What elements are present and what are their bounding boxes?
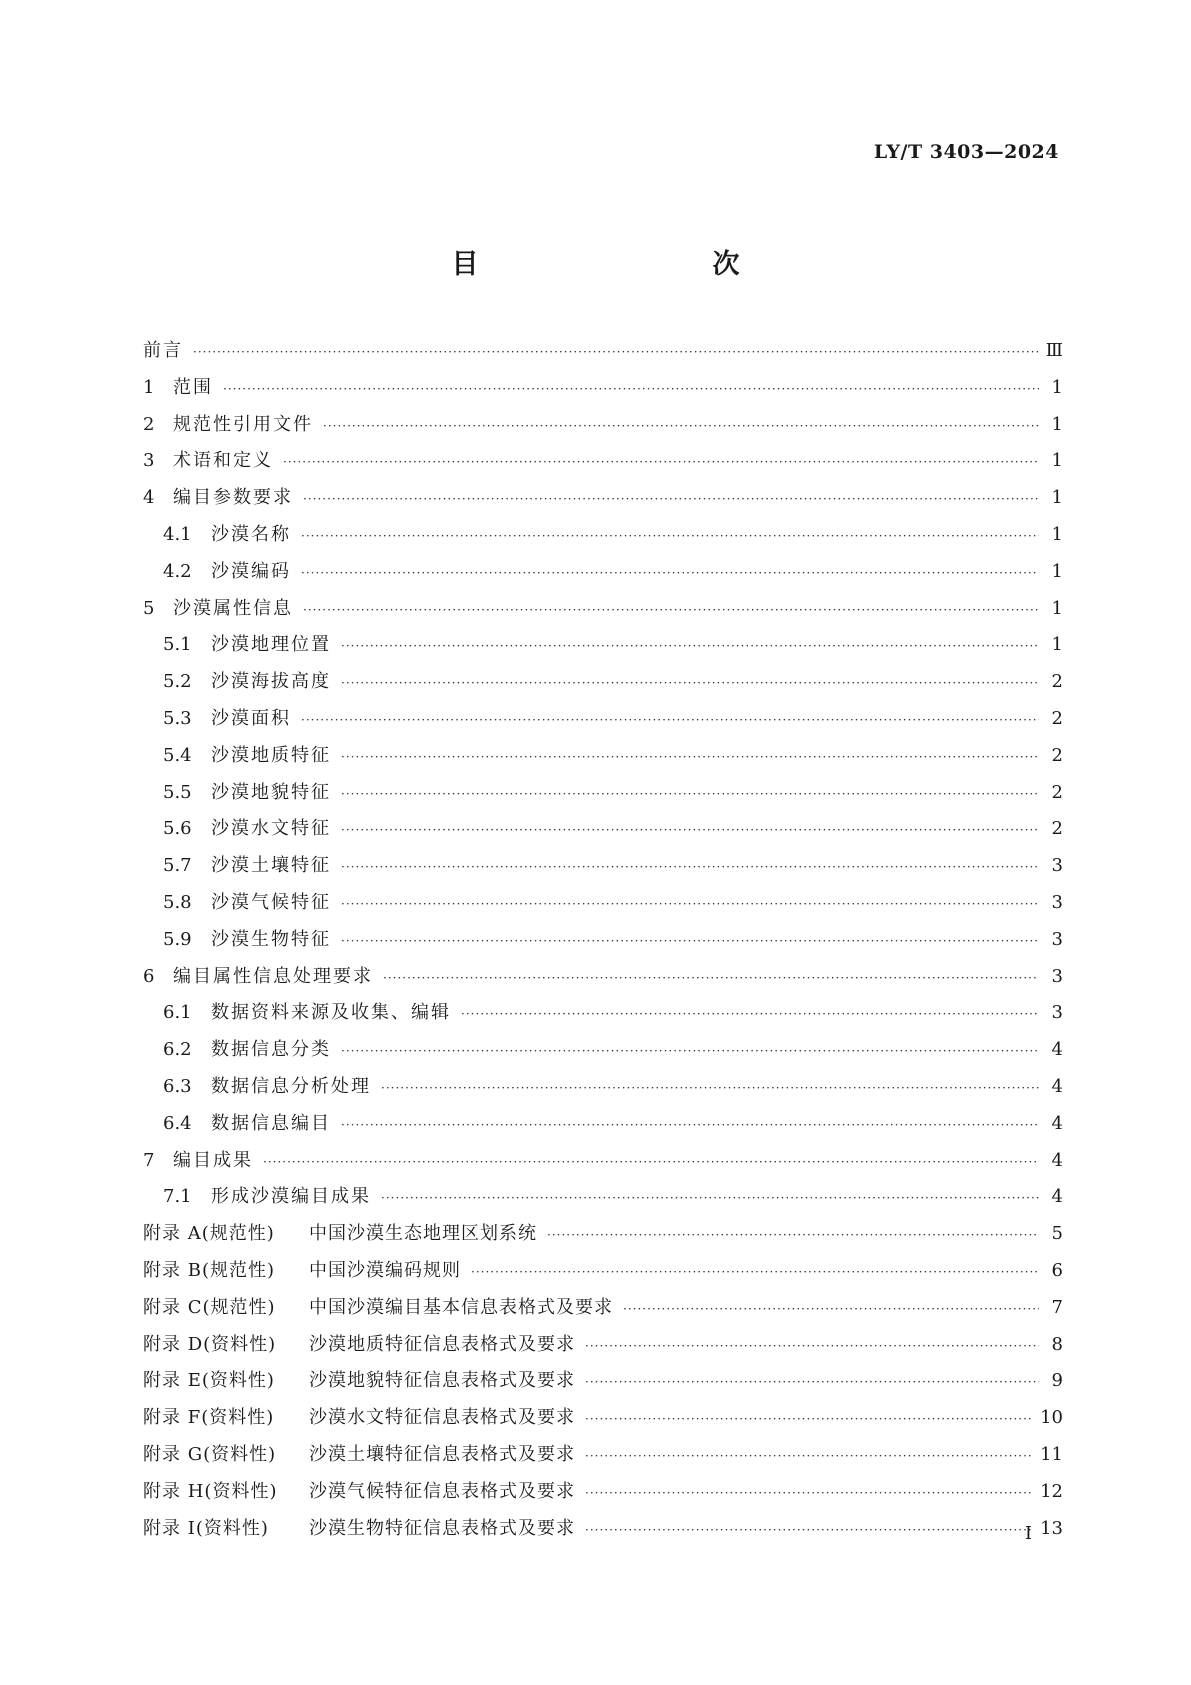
toc-entry-page: 2 [1051,671,1063,693]
toc-entry-number: 5.2 [163,671,192,693]
toc-entry-number: 6.1 [163,1002,192,1024]
toc-entry-page: 2 [1051,707,1063,729]
toc-leader-dots [585,1449,1032,1463]
toc-entry-number: 5.4 [163,744,192,766]
toc-entry-page: 2 [1051,781,1063,803]
toc-leader-dots [223,382,1039,396]
toc-appendix-entry[interactable] [143,1330,1063,1367]
toc-entry-title: 编目成果 [173,1149,253,1171]
toc-entry-page: 4 [1051,1186,1063,1208]
toc-entry-number: 5.3 [163,707,192,729]
toc-appendix-entry[interactable] [143,1514,1063,1551]
appendix-label: 附录 F(资料性) [143,1407,275,1429]
table-of-contents [143,336,1063,1550]
toc-entry[interactable] [143,336,1063,373]
toc-entry-page: 1 [1051,450,1063,472]
toc-entry-page: 1 [1051,634,1063,656]
toc-entry-page: 3 [1051,891,1063,913]
appendix-label: 附录 C(规范性) [143,1296,276,1318]
toc-entry-number: 4 [143,487,155,509]
toc-leader-dots [341,934,1039,948]
toc-entry-title: 数据资料来源及收集、编辑 [211,1002,451,1024]
toc-entry-number: 3 [143,450,155,472]
toc-entry-title: 沙漠生物特征 [211,928,331,950]
appendix-page: 13 [1040,1517,1063,1539]
toc-entry-title: 数据信息分析处理 [211,1075,371,1097]
appendix-title: 沙漠地貌特征信息表格式及要求 [309,1370,575,1392]
toc-leader-dots [303,492,1039,506]
toc-entry[interactable] [143,1146,1063,1183]
toc-entry-title: 数据信息分类 [211,1039,331,1061]
toc-entry-number: 5.6 [163,818,192,840]
appendix-label: 附录 D(资料性) [143,1333,277,1355]
toc-entry[interactable] [143,888,1063,925]
toc-entry-page: 4 [1051,1149,1063,1171]
toc-entry-number: 5.1 [163,634,192,656]
toc-leader-dots [301,713,1039,727]
toc-entry-title: 数据信息编目 [211,1112,331,1134]
appendix-label: 附录 A(规范性) [143,1223,275,1245]
toc-entry-title: 沙漠地质特征 [211,744,331,766]
toc-entry-title: 形成沙漠编目成果 [211,1186,371,1208]
toc-entry[interactable] [143,925,1063,962]
appendix-page: 5 [1051,1223,1063,1245]
toc-entry-page: 3 [1051,965,1063,987]
appendix-page: 6 [1051,1259,1063,1281]
toc-leader-dots [341,787,1039,801]
toc-entry[interactable] [143,962,1063,999]
toc-leader-dots [341,823,1039,837]
toc-entry[interactable] [143,483,1063,520]
toc-entry-page: 1 [1051,376,1063,398]
toc-appendix-entry[interactable] [143,1256,1063,1293]
toc-entry[interactable] [143,446,1063,483]
toc-entry-page: 1 [1051,523,1063,545]
toc-entry-title: 沙漠水文特征 [211,818,331,840]
toc-leader-dots [341,897,1039,911]
toc-entry[interactable] [143,998,1063,1035]
appendix-label: 附录 I(资料性) [143,1517,269,1539]
toc-leader-dots [585,1375,1039,1389]
toc-leader-dots [383,971,1039,985]
appendix-title: 沙漠地质特征信息表格式及要求 [309,1333,575,1355]
toc-entry-page: 2 [1051,818,1063,840]
toc-leader-dots [263,1155,1039,1169]
toc-appendix-entry[interactable] [143,1440,1063,1477]
appendix-page: 10 [1040,1407,1063,1429]
toc-leader-dots [283,455,1039,469]
toc-appendix-entry[interactable] [143,1366,1063,1403]
toc-entry-number: 5.7 [163,855,192,877]
appendix-page: 9 [1051,1370,1063,1392]
toc-entry-number: 5.9 [163,928,192,950]
toc-entry-page: Ⅲ [1045,340,1063,361]
toc-appendix-entry[interactable] [143,1219,1063,1256]
toc-entry[interactable] [143,1109,1063,1146]
toc-leader-dots [341,1044,1039,1058]
appendix-label: 附录 H(资料性) [143,1480,278,1502]
toc-entry-number: 1 [143,376,155,398]
appendix-title: 中国沙漠编目基本信息表格式及要求 [309,1296,613,1318]
toc-entry-page: 4 [1051,1039,1063,1061]
toc-leader-dots [381,1191,1039,1205]
toc-entry-title: 编目参数要求 [173,487,293,509]
toc-entry-number: 6.2 [163,1039,192,1061]
toc-entry-title: 编目属性信息处理要求 [173,965,373,987]
toc-leader-dots [303,603,1039,617]
toc-entry[interactable] [143,630,1063,667]
toc-entry-number: 6.4 [163,1112,192,1134]
toc-entry-number: 6.3 [163,1075,192,1097]
appendix-title: 沙漠气候特征信息表格式及要求 [309,1480,575,1502]
toc-entry-number: 4.1 [163,523,192,545]
appendix-label: 附录 B(规范性) [143,1259,275,1281]
toc-leader-dots [341,639,1039,653]
toc-entry[interactable] [143,520,1063,557]
toc-entry-title: 沙漠编码 [211,560,291,582]
toc-entry[interactable] [143,851,1063,888]
toc-entry-number: 7 [143,1149,155,1171]
toc-entry-title: 前言 [143,340,183,361]
toc-leader-dots [585,1523,1032,1537]
toc-entry-number: 7.1 [163,1186,192,1208]
toc-entry-page: 1 [1051,413,1063,435]
toc-leader-dots [193,345,1038,359]
appendix-page: 12 [1040,1480,1063,1502]
appendix-title: 沙漠土壤特征信息表格式及要求 [309,1443,575,1465]
toc-entry-title: 沙漠地貌特征 [211,781,331,803]
appendix-title: 中国沙漠编码规则 [309,1259,461,1281]
toc-entry-title: 沙漠属性信息 [173,597,293,619]
toc-entry-page: 1 [1051,487,1063,509]
appendix-title: 沙漠水文特征信息表格式及要求 [309,1407,575,1429]
toc-appendix-entry[interactable] [143,1293,1063,1330]
appendix-label: 附录 E(资料性) [143,1370,275,1392]
toc-entry-number: 4.2 [163,560,192,582]
toc-entry[interactable] [143,704,1063,741]
toc-entry[interactable] [143,667,1063,704]
toc-leader-dots [471,1265,1039,1279]
toc-entry-page: 1 [1051,560,1063,582]
toc-leader-dots [623,1302,1039,1316]
toc-entry[interactable] [143,814,1063,851]
toc-entry-page: 1 [1051,597,1063,619]
toc-entry-title: 范围 [173,376,213,398]
toc-entry-title: 沙漠海拔高度 [211,671,331,693]
toc-entry[interactable] [143,1072,1063,1109]
toc-entry-page: 3 [1051,928,1063,950]
toc-leader-dots [585,1412,1032,1426]
toc-leader-dots [341,860,1039,874]
toc-entry-title: 术语和定义 [173,450,273,472]
toc-entry-page: 4 [1051,1112,1063,1134]
toc-appendix-entry[interactable] [143,1403,1063,1440]
toc-entry-page: 4 [1051,1075,1063,1097]
toc-entry-number: 5.8 [163,891,192,913]
page-number: I [1024,1523,1032,1544]
toc-entry-page: 3 [1051,855,1063,877]
toc-entry[interactable] [143,594,1063,631]
appendix-page: 8 [1051,1333,1063,1355]
toc-entry-title: 沙漠土壤特征 [211,855,331,877]
toc-leader-dots [381,1081,1039,1095]
toc-leader-dots [301,529,1039,543]
toc-entry[interactable] [143,410,1063,447]
toc-leader-dots [547,1228,1039,1242]
toc-entry-title: 沙漠名称 [211,523,291,545]
toc-entry[interactable] [143,557,1063,594]
appendix-label: 附录 G(资料性) [143,1443,277,1465]
toc-entry-title: 规范性引用文件 [173,413,313,435]
toc-entry-number: 6 [143,965,155,987]
toc-leader-dots [461,1007,1039,1021]
appendix-title: 沙漠生物特征信息表格式及要求 [309,1517,575,1539]
toc-leader-dots [301,566,1039,580]
toc-entry-title: 沙漠气候特征 [211,891,331,913]
toc-entry-number: 2 [143,413,155,435]
page-title: 目 次 [451,249,800,280]
toc-entry[interactable] [143,741,1063,778]
toc-leader-dots [585,1339,1039,1353]
toc-entry-number: 5 [143,597,155,619]
toc-entry[interactable] [143,778,1063,815]
toc-entry-title: 沙漠面积 [211,707,291,729]
toc-leader-dots [341,676,1039,690]
standard-code: LY/T 3403—2024 [873,141,1059,163]
toc-entry[interactable] [143,1182,1063,1219]
appendix-title: 中国沙漠生态地理区划系统 [309,1223,537,1245]
toc-entry-page: 3 [1051,1002,1063,1024]
appendix-page: 7 [1051,1296,1063,1318]
appendix-page: 11 [1040,1443,1063,1465]
toc-entry-page: 2 [1051,744,1063,766]
toc-entry-title: 沙漠地理位置 [211,634,331,656]
toc-leader-dots [341,750,1039,764]
toc-leader-dots [341,1118,1039,1132]
toc-entry-number: 5.5 [163,781,192,803]
toc-appendix-entry[interactable] [143,1477,1063,1514]
toc-entry[interactable] [143,1035,1063,1072]
toc-leader-dots [323,419,1039,433]
toc-leader-dots [585,1486,1032,1500]
toc-entry[interactable] [143,373,1063,410]
